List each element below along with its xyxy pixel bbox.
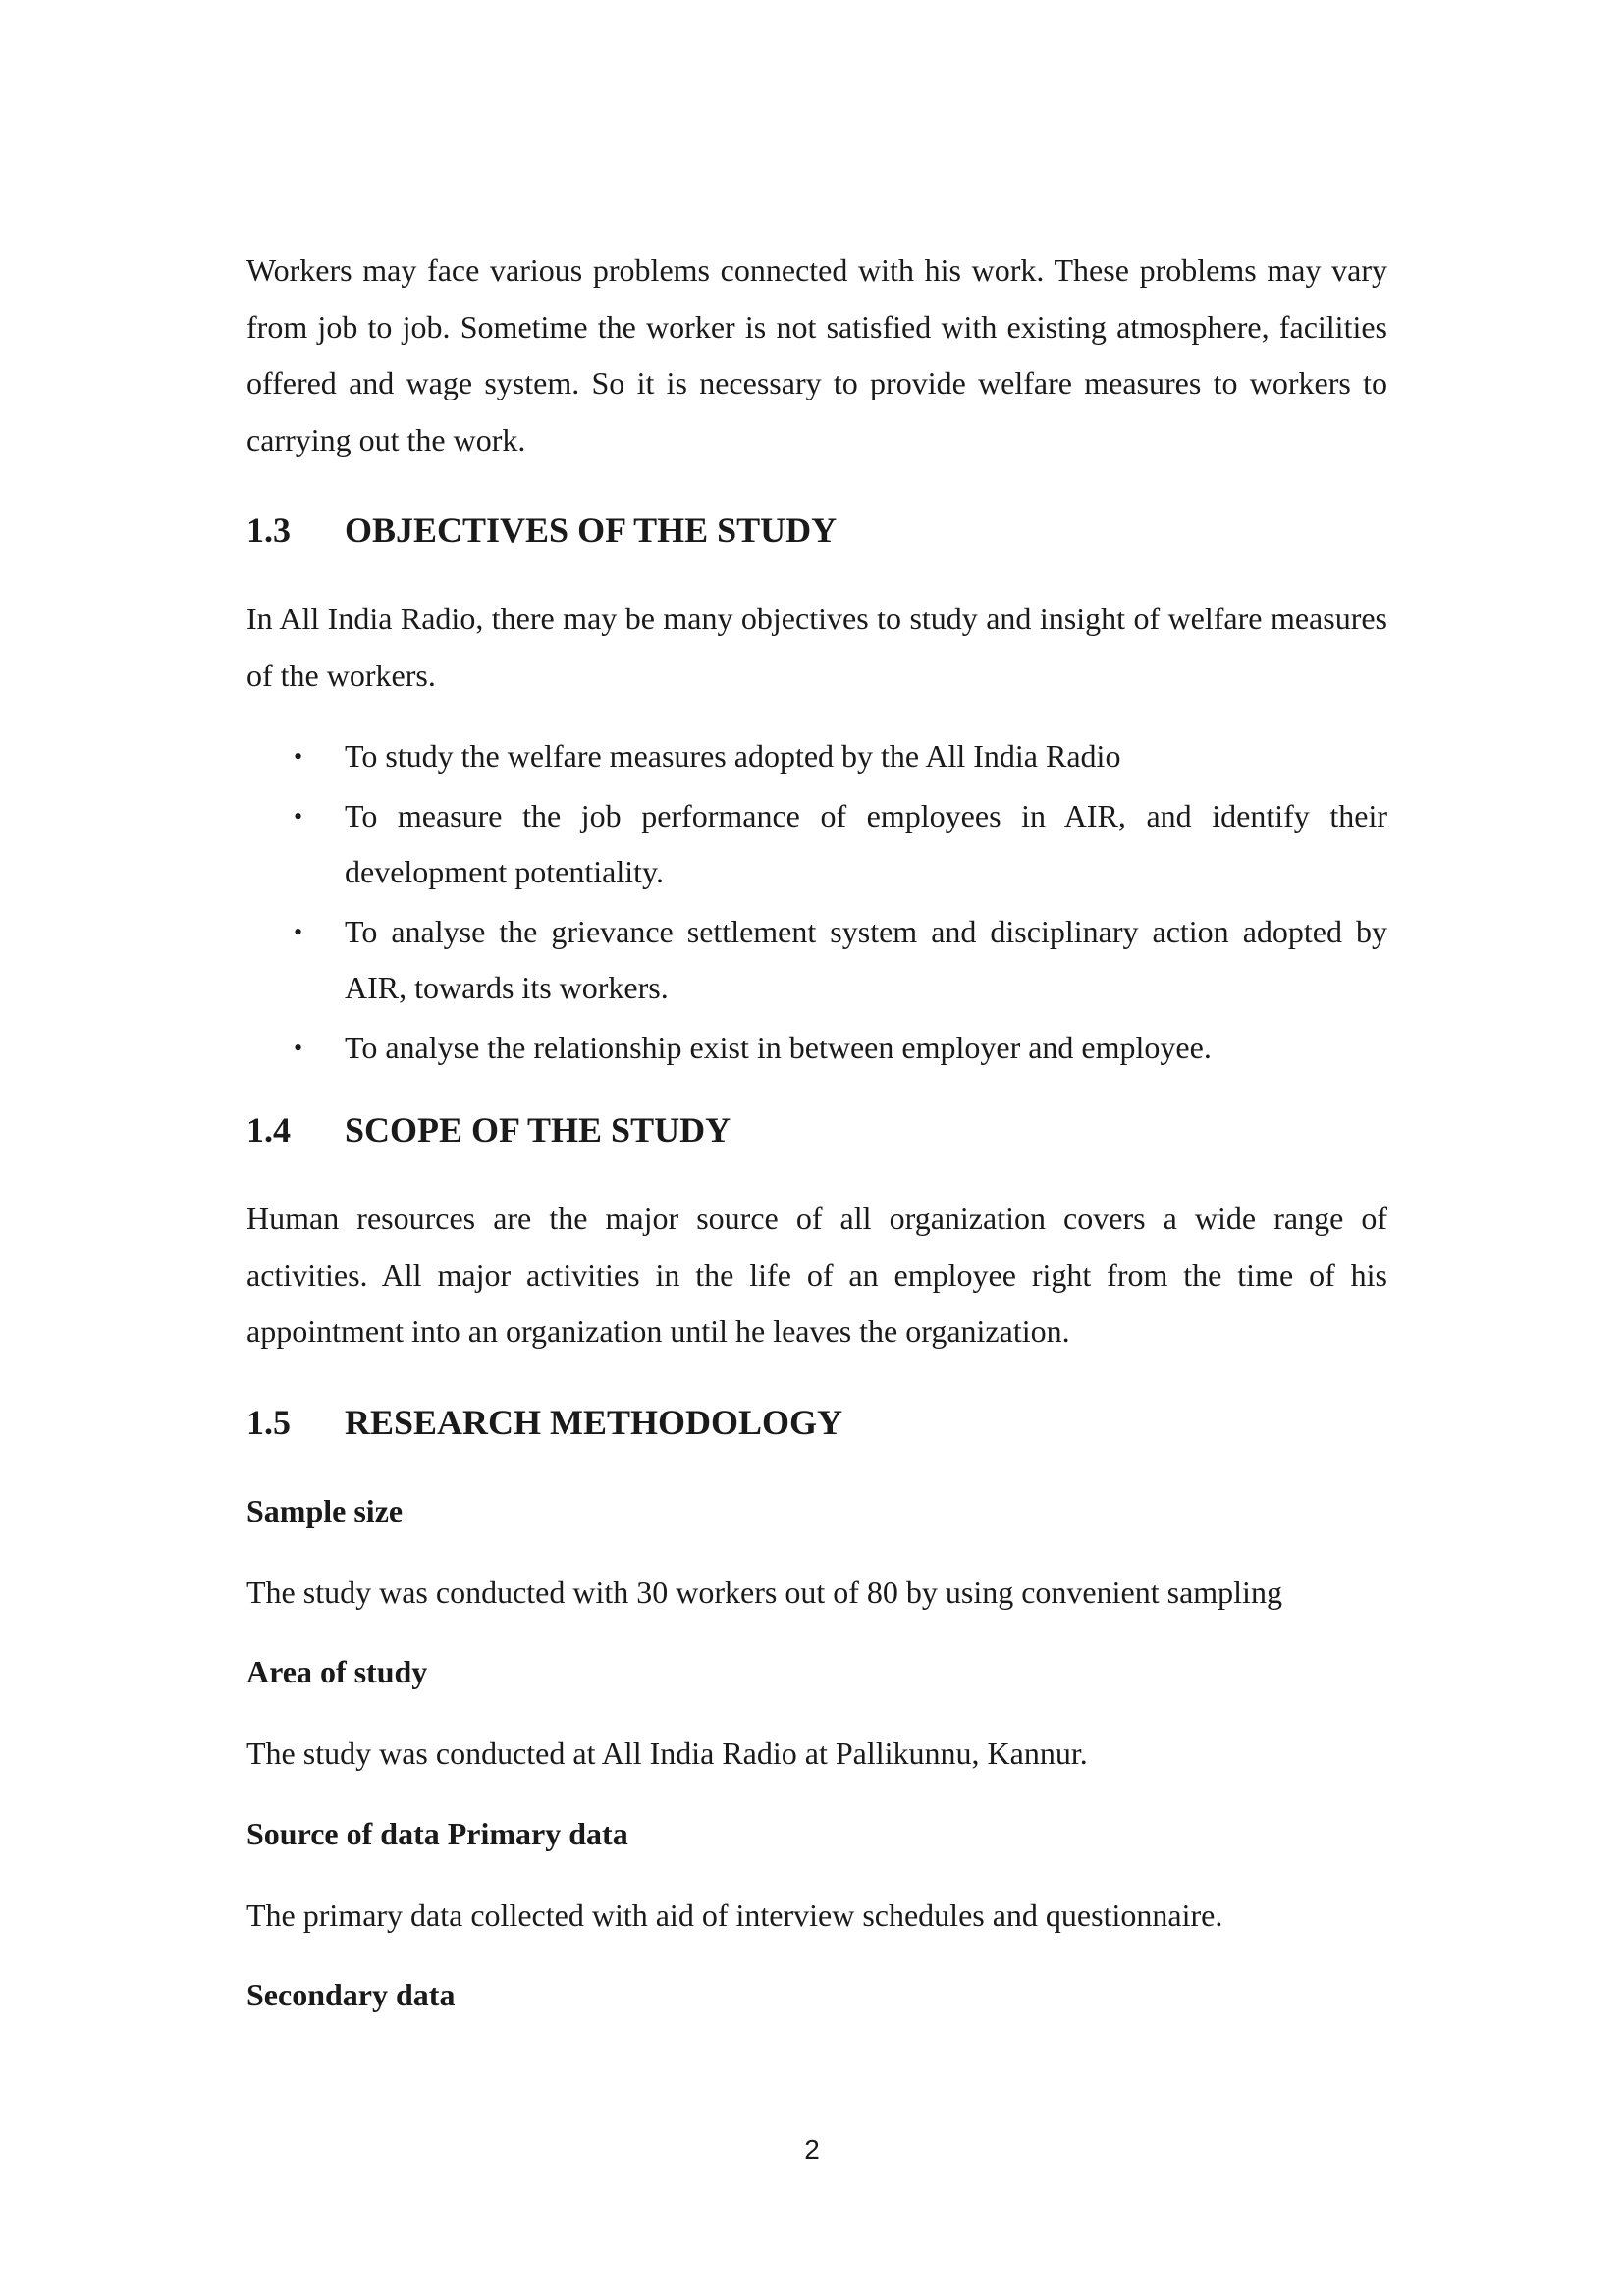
list-item-text: To analyse the grievance settlement system and disciplinary action adopted by AIR, towards its workers. — [345, 913, 1387, 1005]
section-number: 1.5 — [246, 1402, 291, 1442]
area-of-study-text: The study was conducted at All India Radio at Pallikunnu, Kannur. — [246, 1735, 1088, 1771]
bullet-icon: • — [294, 801, 303, 830]
section-heading-objectives — [246, 506, 1387, 555]
section-title: SCOPE OF THE STUDY — [345, 1110, 731, 1149]
scope-paragraph: Human resources are the major source of all organization covers a wide range of activities. All major activities in the life of an employee right from the time of his appointment into an organization until he leaves the organization. — [246, 1201, 1387, 1349]
section-number: 1.4 — [246, 1110, 291, 1149]
section-title: RESEARCH METHODOLOGY — [345, 1402, 843, 1442]
objectives-list — [246, 728, 1387, 1076]
list-item — [246, 1020, 1387, 1077]
page-content — [246, 242, 1387, 2019]
subheading-secondary-data: Secondary data — [246, 1977, 456, 2012]
bullet-icon: • — [294, 1033, 303, 1062]
page-number: 2 — [804, 2134, 820, 2164]
primary-data-text: The primary data collected with aid of interview schedules and questionnaire. — [246, 1896, 1223, 1933]
bullet-icon: • — [294, 917, 303, 946]
intro-paragraph: Workers may face various problems connected with his work. These problems may vary from job to job. Sometime the worker is not satisfied with existing atmosphere, facilities offered and wage system. So it is necessary to provide welfare measures to workers to carrying out the work. — [246, 252, 1387, 457]
list-item — [246, 788, 1387, 901]
objectives-paragraph: In All India Radio, there may be many objectives to study and insight of welfare measures of the workers. — [246, 601, 1387, 693]
section-heading-scope — [246, 1105, 1387, 1154]
section-number: 1.3 — [246, 510, 291, 550]
list-item-text: To analyse the relationship exist in between employer and employee. — [345, 1029, 1212, 1065]
list-item-text: To measure the job performance of employees in AIR, and identify their development potentiality. — [345, 797, 1387, 889]
list-item — [246, 728, 1387, 785]
section-heading-methodology — [246, 1398, 1387, 1447]
section-title: OBJECTIVES OF THE STUDY — [345, 510, 838, 550]
list-item — [246, 904, 1387, 1017]
subheading-area-of-study: Area of study — [246, 1654, 428, 1689]
sample-size-text: The study was conducted with 30 workers out of 80 by using convenient sampling — [246, 1574, 1282, 1610]
bullet-icon: • — [294, 742, 303, 771]
subheading-sample-size: Sample size — [246, 1492, 404, 1528]
subheading-source-of-data: Source of data Primary data — [246, 1815, 628, 1851]
list-item-text: To study the welfare measures adopted by the All India Radio — [345, 738, 1121, 774]
